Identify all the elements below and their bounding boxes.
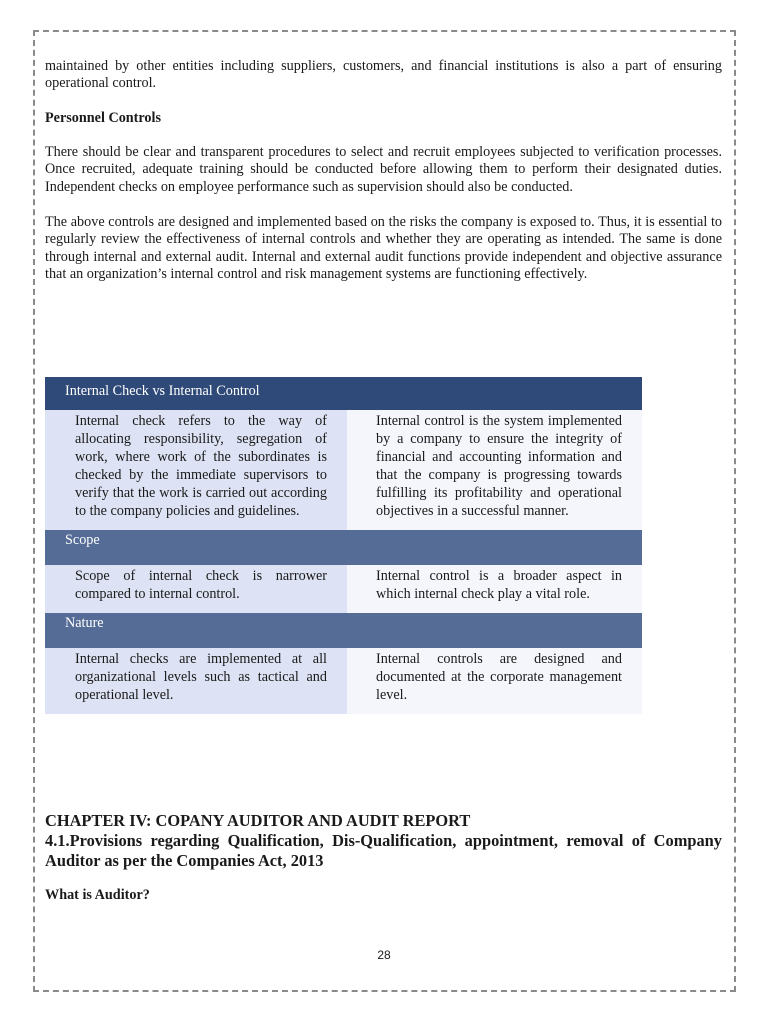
internal-check-cell (45, 648, 347, 714)
section-row-scope (45, 530, 642, 565)
internal-control-cell (347, 410, 642, 530)
section-row-nature (45, 613, 642, 648)
chapter-heading (45, 811, 722, 871)
chapter-title: CHAPTER IV: COPANY AUDITOR AND AUDIT REPORT (45, 811, 471, 830)
cell-text: Scope of internal check is narrower compared to internal control. (75, 568, 327, 602)
table-row (45, 648, 642, 714)
cell-text: Internal controls are designed and documented at the corporate management level. (376, 651, 622, 703)
cell-text: Internal checks are implemented at all organizational levels such as tactical and operational level. (75, 651, 327, 703)
comparison-table (45, 377, 642, 714)
controls-summary-paragraph: The above controls are designed and implemented based on the risks the company is exposed to. Thus, it is essential to regularly review the effectiveness of internal controls and whether they are operating as intended. The same is done through internal and external audit. Internal and external audit functions provide independent and objective assurance that an organization’s internal control and risk management systems are functioning effectively. (45, 214, 722, 283)
section-label-nature: Nature (45, 613, 642, 648)
internal-check-cell (45, 410, 347, 530)
table-title-row (45, 377, 642, 410)
what-is-auditor-heading: What is Auditor? (45, 887, 150, 903)
cell-text: Internal check refers to the way of allocating responsibility, segregation of work, where work of the subordinates is checked by the immediate supervisors to verify that the work is carried out according to the company policies and guidelines. (75, 413, 327, 519)
internal-control-cell (347, 648, 642, 714)
intro-paragraph: maintained by other entities including suppliers, customers, and financial institutions is also a part of ensuring operational control. (45, 58, 722, 92)
cell-text: Internal control is the system implemented by a company to ensure the integrity of financial and accounting information and that the company is progressing towards fulfilling its profitability and operational objectives in a successful manner. (376, 413, 622, 519)
table-title: Internal Check vs Internal Control (45, 377, 642, 410)
cell-text: Internal control is a broader aspect in which internal check play a vital role. (376, 568, 622, 602)
section-label-scope: Scope (45, 530, 642, 565)
section-heading: 4.1.Provisions regarding Qualification, Dis-Qualification, appointment, removal of Company Auditor as per the Companies Act, 2013 (45, 831, 722, 870)
body-text (45, 58, 722, 284)
personnel-controls-heading: Personnel Controls (45, 109, 161, 126)
personnel-paragraph: There should be clear and transparent procedures to select and recruit employees subjected to verification processes. Once recruited, adequate training should be conducted before allowing them to perform their designated duties. Independent checks on employee performance such as supervision should also be conducted. (45, 143, 722, 195)
page-number: 28 (377, 948, 391, 962)
internal-control-cell (347, 565, 642, 613)
table-row (45, 410, 642, 530)
internal-check-cell (45, 565, 347, 613)
table-row (45, 565, 642, 613)
